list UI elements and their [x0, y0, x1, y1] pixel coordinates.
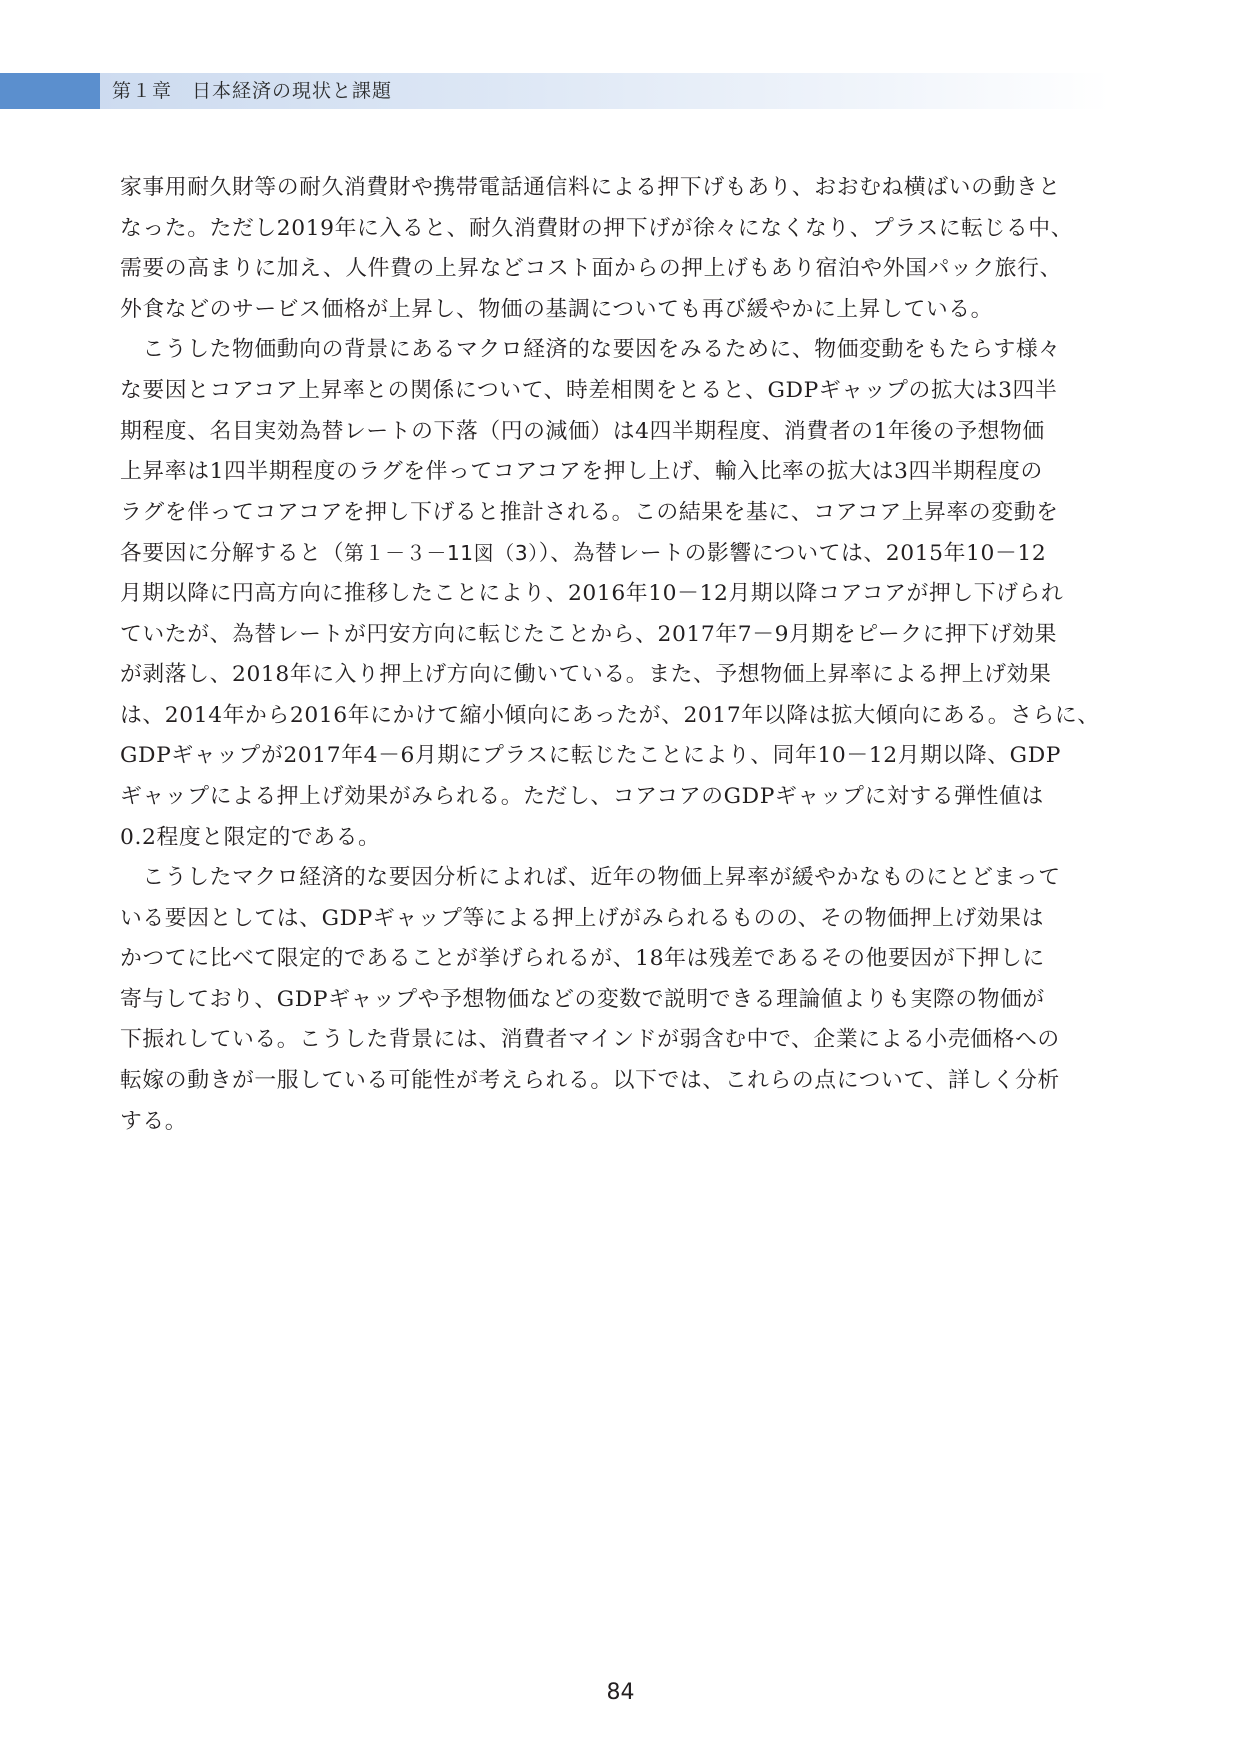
chapter-title: 第１章 日本経済の現状と課題: [112, 80, 393, 102]
text-line: 期程度、名目実効為替レートの下落（円の減価）は4四半期程度、消費者の1年後の予想物価: [120, 418, 1045, 444]
text-line: GDPギャップが2017年4－6月期にプラスに転じたことにより、同年10－12月期以降、GDP: [120, 743, 1062, 769]
paragraph-1: [120, 168, 1120, 330]
text-line: が剥落し、2018年に入り押上げ方向に働いている。また、予想物価上昇率による押上げ効果: [120, 662, 1052, 688]
text-line: する。: [120, 1108, 188, 1134]
chapter-header-accent: [0, 73, 100, 109]
text-line: 0.2程度と限定的である。: [120, 824, 381, 850]
text-line: こうしたマクロ経済的な要因分析によれば、近年の物価上昇率が緩やかなものにとどまって: [120, 865, 1061, 891]
text-line: 外食などのサービス価格が上昇し、物価の基調についても再び緩やかに上昇している。: [120, 296, 994, 322]
figure-reference: 第１－３－11図（3）: [343, 541, 539, 566]
text-line: いる要因としては、GDPギャップ等による押上げがみられるものの、その物価押上げ効果は: [120, 905, 1044, 931]
text-line: かつてに比べて限定的であることが挙げられるが、18年は残差であるその他要因が下押しに: [120, 946, 1045, 972]
text-line: なった。ただし2019年に入ると、耐久消費財の押下げが徐々になくなり、プラスに転じる中、: [120, 215, 1074, 241]
text-line: な要因とコアコア上昇率との関係について、時差相関をとると、GDPギャップの拡大は3四半: [120, 377, 1058, 403]
text-line: 需要の高まりに加え、人件費の上昇などコスト面からの押上げもあり宿泊や外国パック旅行、: [120, 256, 1062, 282]
text-line: 転嫁の動きが一服している可能性が考えられる。以下では、これらの点について、詳しく分析: [120, 1068, 1060, 1094]
text-line: ラグを伴ってコアコアを押し下げると推計される。この結果を基に、コアコア上昇率の変動を: [120, 499, 1059, 525]
text-line: 寄与しており、GDPギャップや予想物価などの変数で説明できる理論値よりも実際の物価が: [120, 986, 1045, 1012]
text-line: ていたが、為替レートが円安方向に転じたことから、2017年7－9月期をピークに押下げ効果: [120, 621, 1058, 647]
text-line: 月期以降に円高方向に推移したことにより、2016年10－12月期以降コアコアが押し下げられ: [120, 580, 1064, 606]
text-segment: ）、為替レートの影響については、2015年10－12: [538, 541, 1047, 567]
page-number: 84: [606, 1680, 635, 1705]
text-line: 下振れしている。こうした背景には、消費者マインドが弱含む中で、企業による小売価格への: [120, 1027, 1060, 1053]
text-line: 家事用耐久財等の耐久消費財や携帯電話通信料による押下げもあり、おおむね横ばいの動きと: [120, 175, 1061, 200]
text-line: は、2014年から2016年にかけて縮小傾向にあったが、2017年以降は拡大傾向にある。さらに、: [120, 702, 1100, 728]
text-line-with-figure-reference: [120, 533, 1120, 574]
text-segment: 各要因に分解すると（: [120, 541, 344, 567]
body-text: [120, 168, 1120, 1142]
text-line: こうした物価動向の背景にあるマクロ経済的な要因をみるために、物価変動をもたらす様々: [120, 337, 1061, 363]
paragraph-2: [120, 330, 1120, 858]
text-line: ギャップによる押上げ効果がみられる。ただし、コアコアのGDPギャップに対する弾性値は: [120, 783, 1044, 809]
text-line: 上昇率は1四半期程度のラグを伴ってコアコアを押し上げ、輸入比率の拡大は3四半期程度の: [120, 459, 1043, 485]
paragraph-3: [120, 858, 1120, 1142]
